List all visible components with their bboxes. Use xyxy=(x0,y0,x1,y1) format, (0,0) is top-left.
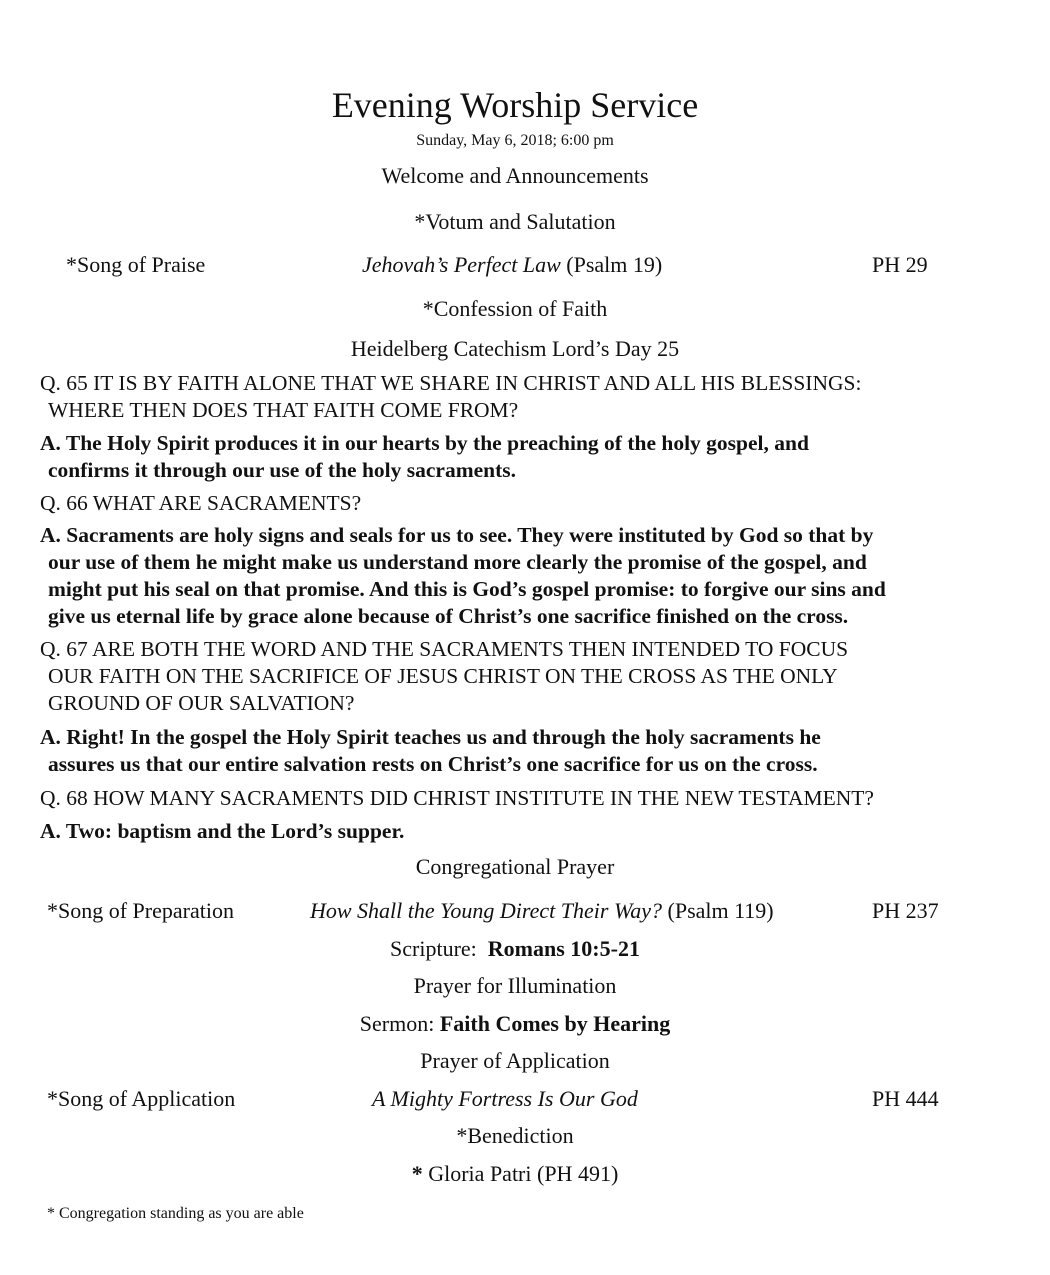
song-title: How Shall the Young Direct Their Way? (Psalm 119) xyxy=(310,898,774,923)
service-date: Sunday, May 6, 2018; 6:00 pm xyxy=(416,132,614,149)
question-66: Q. 66 WHAT ARE SACRAMENTS? xyxy=(40,491,362,515)
votum-line: *Votum and Salutation xyxy=(414,209,616,234)
song-of-application-row xyxy=(0,1086,1050,1116)
sermon-title: Faith Comes by Hearing xyxy=(439,1011,671,1036)
scripture-label: Scripture: xyxy=(390,936,488,961)
song-of-praise-row xyxy=(0,252,1050,282)
hymn-number: PH 29 xyxy=(872,252,928,277)
application-prayer: Prayer of Application xyxy=(420,1048,610,1073)
question-65: Q. 65 IT IS BY FAITH ALONE THAT WE SHARE IN CHRIST AND ALL HIS BLESSINGS: WHERE THEN DOES THAT FAITH COME FROM? xyxy=(40,371,862,422)
scripture-line xyxy=(0,936,1030,962)
answer-65: A. The Holy Spirit produces it in our hearts by the preaching of the holy gospel, and confirms it through our use of the holy sacraments. xyxy=(40,431,809,482)
welcome-line: Welcome and Announcements xyxy=(381,163,649,188)
congregational-prayer: Congregational Prayer xyxy=(415,854,615,879)
sermon-label: Sermon: xyxy=(359,1011,440,1036)
footnote: * Congregation standing as you are able xyxy=(47,1205,304,1222)
page-title: Evening Worship Service xyxy=(331,85,699,125)
answer-66: A. Sacraments are holy signs and seals for us to see. They were instituted by God so that by our use of them he might make us understand more clearly the promise of the gospel, and might put his seal on that promise. And this is God’s gospel promise: to forgive our sins and give us eternal life by grace alone because of Christ’s one sacrifice finished on the cross. xyxy=(40,523,886,628)
question-68: Q. 68 HOW MANY SACRAMENTS DID CHRIST INSTITUTE IN THE NEW TESTAMENT? xyxy=(40,786,874,810)
question-67: Q. 67 ARE BOTH THE WORD AND THE SACRAMENTS THEN INTENDED TO FOCUS OUR FAITH ON THE SACRIFICE OF JESUS CHRIST ON THE CROSS AS THE ONLY GROUND OF OUR SALVATION? xyxy=(40,637,849,715)
benediction-line: *Benediction xyxy=(456,1123,574,1148)
song-label: *Song of Application xyxy=(47,1086,236,1111)
confession-line: *Confession of Faith xyxy=(422,296,608,321)
song-label: *Song of Praise xyxy=(66,252,206,277)
answer-68: A. Two: baptism and the Lord’s supper. xyxy=(40,819,405,843)
hymn-number: PH 237 xyxy=(872,898,939,923)
song-title: Jehovah’s Perfect Law (Psalm 19) xyxy=(362,252,663,277)
song-label: *Song of Preparation xyxy=(47,898,234,923)
standing-star: * xyxy=(411,1161,423,1186)
song-title: A Mighty Fortress Is Our God xyxy=(372,1086,638,1111)
gloria-text: Gloria Patri (PH 491) xyxy=(422,1161,619,1186)
illumination-prayer: Prayer for Illumination xyxy=(413,973,617,998)
answer-67: A. Right! In the gospel the Holy Spirit teaches us and through the holy sacraments he assures us that our entire salvation rests on Christ’s one sacrifice for us on the cross. xyxy=(40,725,821,776)
song-of-preparation-row xyxy=(0,898,1050,928)
hymn-number: PH 444 xyxy=(872,1086,939,1111)
scripture-ref: Romans 10:5-21 xyxy=(487,936,640,961)
catechism-heading: Heidelberg Catechism Lord’s Day 25 xyxy=(350,336,680,361)
sermon-line xyxy=(0,1011,1030,1037)
gloria-patri-line xyxy=(0,1161,1030,1187)
